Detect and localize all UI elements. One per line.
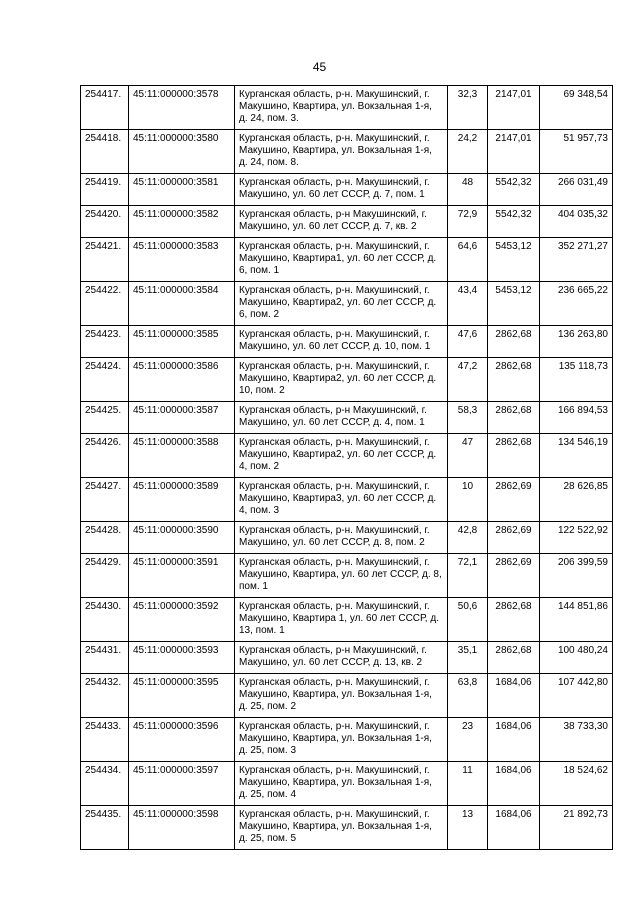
table-row (81, 402, 613, 434)
table-row (81, 718, 613, 762)
cadastral-number-cell: 45:11:000000:3578 (129, 86, 235, 130)
cadastral-number-cell: 45:11:000000:3580 (129, 130, 235, 174)
table-row (81, 358, 613, 402)
area-cell: 24,2 (448, 130, 488, 174)
cadastral-number-cell: 45:11:000000:3593 (129, 642, 235, 674)
area-cell: 32,3 (448, 86, 488, 130)
row-number-cell: 254425. (81, 402, 129, 434)
cadastral-number-cell: 45:11:000000:3597 (129, 762, 235, 806)
table-row (81, 434, 613, 478)
cadastral-rate-cell: 2147,01 (488, 86, 540, 130)
row-number-cell: 254424. (81, 358, 129, 402)
table-row (81, 478, 613, 522)
table-row (81, 238, 613, 282)
address-cell: Курганская область, р-н. Макушинский, г. Макушино, Квартира1, ул. 60 лет СССР, д. 6, пом. 1 (235, 238, 448, 282)
cadastral-rate-cell: 1684,06 (488, 762, 540, 806)
row-number-cell: 254426. (81, 434, 129, 478)
cadastral-rate-cell: 5542,32 (488, 174, 540, 206)
area-cell: 63,8 (448, 674, 488, 718)
area-cell: 47,6 (448, 326, 488, 358)
cadastral-value-cell: 21 892,73 (540, 806, 613, 850)
cadastral-value-cell: 404 035,32 (540, 206, 613, 238)
row-number-cell: 254428. (81, 522, 129, 554)
cadastral-rate-cell: 2862,69 (488, 478, 540, 522)
cadastral-value-cell: 122 522,92 (540, 522, 613, 554)
table-row (81, 282, 613, 326)
cadastral-rate-cell: 5542,32 (488, 206, 540, 238)
address-cell: Курганская область, р-н. Макушинский, г. Макушино, Квартира2, ул. 60 лет СССР, д. 10, пом. 2 (235, 358, 448, 402)
cadastral-rate-cell: 2862,68 (488, 326, 540, 358)
address-cell: Курганская область, р-н. Макушинский, г. Макушино, Квартира, ул. 60 лет СССР, д. 8, пом. 1 (235, 554, 448, 598)
address-cell: Курганская область, р-н. Макушинский, г. Макушино, Квартира2, ул. 60 лет СССР, д. 4, пом. 2 (235, 434, 448, 478)
cadastral-number-cell: 45:11:000000:3595 (129, 674, 235, 718)
cadastral-number-cell: 45:11:000000:3592 (129, 598, 235, 642)
cadastral-value-cell: 38 733,30 (540, 718, 613, 762)
area-cell: 43,4 (448, 282, 488, 326)
cadastral-number-cell: 45:11:000000:3596 (129, 718, 235, 762)
row-number-cell: 254429. (81, 554, 129, 598)
cadastral-rate-cell: 1684,06 (488, 806, 540, 850)
area-cell: 64,6 (448, 238, 488, 282)
address-cell: Курганская область, р-н. Макушинский, г. Макушино, Квартира, ул. Вокзальная 1-я, д. 25, пом. 5 (235, 806, 448, 850)
cadastral-number-cell: 45:11:000000:3583 (129, 238, 235, 282)
table-row (81, 174, 613, 206)
table-body (81, 86, 613, 850)
cadastral-value-cell: 136 263,80 (540, 326, 613, 358)
row-number-cell: 254430. (81, 598, 129, 642)
table-row (81, 326, 613, 358)
row-number-cell: 254419. (81, 174, 129, 206)
cadastral-rate-cell: 2862,68 (488, 434, 540, 478)
cadastral-value-cell: 51 957,73 (540, 130, 613, 174)
area-cell: 47,2 (448, 358, 488, 402)
address-cell: Курганская область, р-н. Макушинский, г. Макушино, Квартира, ул. Вокзальная 1-я, д. 24, пом. 8. (235, 130, 448, 174)
cadastral-rate-cell: 5453,12 (488, 282, 540, 326)
table-row (81, 806, 613, 850)
cadastral-number-cell: 45:11:000000:3587 (129, 402, 235, 434)
cadastral-value-cell: 206 399,59 (540, 554, 613, 598)
cadastral-rate-cell: 1684,06 (488, 674, 540, 718)
row-number-cell: 254418. (81, 130, 129, 174)
cadastral-value-cell: 352 271,27 (540, 238, 613, 282)
address-cell: Курганская область, р-н. Макушинский, г. Макушино, Квартира, ул. Вокзальная 1-я, д. 25, пом. 4 (235, 762, 448, 806)
address-cell: Курганская область, р-н. Макушинский, г. Макушино, ул. 60 лет СССР, д. 7, пом. 1 (235, 174, 448, 206)
cadastral-value-cell: 144 851,86 (540, 598, 613, 642)
cadastral-value-cell: 28 626,85 (540, 478, 613, 522)
table-row (81, 598, 613, 642)
cadastral-value-cell: 107 442,80 (540, 674, 613, 718)
address-cell: Курганская область, р-н Макушинский, г. Макушино, ул. 60 лет СССР, д. 13, кв. 2 (235, 642, 448, 674)
area-cell: 72,9 (448, 206, 488, 238)
area-cell: 23 (448, 718, 488, 762)
table-row (81, 762, 613, 806)
cadastral-rate-cell: 2862,69 (488, 554, 540, 598)
table-row (81, 86, 613, 130)
row-number-cell: 254427. (81, 478, 129, 522)
address-cell: Курганская область, р-н. Макушинский, г. Макушино, Квартира 1, ул. 60 лет СССР, д. 13, пом. 1 (235, 598, 448, 642)
address-cell: Курганская область, р-н Макушинский, г. Макушино, ул. 60 лет СССР, д. 7, кв. 2 (235, 206, 448, 238)
cadastral-rate-cell: 2862,68 (488, 642, 540, 674)
address-cell: Курганская область, р-н. Макушинский, г. Макушино, ул. 60 лет СССР, д. 10, пом. 1 (235, 326, 448, 358)
area-cell: 72,1 (448, 554, 488, 598)
cadastral-rate-cell: 2862,68 (488, 358, 540, 402)
row-number-cell: 254435. (81, 806, 129, 850)
address-cell: Курганская область, р-н. Макушинский, г. Макушино, ул. 60 лет СССР, д. 8, пом. 2 (235, 522, 448, 554)
row-number-cell: 254423. (81, 326, 129, 358)
cadastral-number-cell: 45:11:000000:3585 (129, 326, 235, 358)
cadastral-value-cell: 69 348,54 (540, 86, 613, 130)
cadastral-value-cell: 236 665,22 (540, 282, 613, 326)
address-cell: Курганская область, р-н. Макушинский, г. Макушино, Квартира2, ул. 60 лет СССР, д. 6, пом. 2 (235, 282, 448, 326)
page-number: 45 (312, 60, 327, 74)
table-row (81, 130, 613, 174)
area-cell: 42,8 (448, 522, 488, 554)
cadastral-number-cell: 45:11:000000:3588 (129, 434, 235, 478)
cadastral-rate-cell: 1684,06 (488, 718, 540, 762)
area-cell: 10 (448, 478, 488, 522)
property-table (80, 85, 613, 850)
cadastral-value-cell: 100 480,24 (540, 642, 613, 674)
row-number-cell: 254433. (81, 718, 129, 762)
table-row (81, 674, 613, 718)
cadastral-value-cell: 166 894,53 (540, 402, 613, 434)
cadastral-number-cell: 45:11:000000:3586 (129, 358, 235, 402)
cadastral-value-cell: 134 546,19 (540, 434, 613, 478)
area-cell: 58,3 (448, 402, 488, 434)
address-cell: Курганская область, р-н Макушинский, г. Макушино, ул. 60 лет СССР, д. 4, пом. 1 (235, 402, 448, 434)
cadastral-number-cell: 45:11:000000:3590 (129, 522, 235, 554)
area-cell: 50,6 (448, 598, 488, 642)
cadastral-number-cell: 45:11:000000:3584 (129, 282, 235, 326)
table-row (81, 554, 613, 598)
row-number-cell: 254434. (81, 762, 129, 806)
row-number-cell: 254432. (81, 674, 129, 718)
area-cell: 47 (448, 434, 488, 478)
cadastral-value-cell: 18 524,62 (540, 762, 613, 806)
row-number-cell: 254422. (81, 282, 129, 326)
row-number-cell: 254421. (81, 238, 129, 282)
cadastral-rate-cell: 5453,12 (488, 238, 540, 282)
address-cell: Курганская область, р-н. Макушинский, г. Макушино, Квартира, ул. Вокзальная 1-я, д. 25, пом. 2 (235, 674, 448, 718)
cadastral-rate-cell: 2862,68 (488, 402, 540, 434)
area-cell: 48 (448, 174, 488, 206)
cadastral-value-cell: 266 031,49 (540, 174, 613, 206)
cadastral-rate-cell: 2147,01 (488, 130, 540, 174)
address-cell: Курганская область, р-н. Макушинский, г. Макушино, Квартира, ул. Вокзальная 1-я, д. 25, пом. 3 (235, 718, 448, 762)
address-cell: Курганская область, р-н. Макушинский, г. Макушино, Квартира3, ул. 60 лет СССР, д. 4, пом. 3 (235, 478, 448, 522)
table-row (81, 642, 613, 674)
address-cell: Курганская область, р-н. Макушинский, г. Макушино, Квартира, ул. Вокзальная 1-я, д. 24, пом. 3. (235, 86, 448, 130)
cadastral-number-cell: 45:11:000000:3589 (129, 478, 235, 522)
cadastral-number-cell: 45:11:000000:3598 (129, 806, 235, 850)
cadastral-rate-cell: 2862,69 (488, 522, 540, 554)
cadastral-value-cell: 135 118,73 (540, 358, 613, 402)
area-cell: 35,1 (448, 642, 488, 674)
row-number-cell: 254420. (81, 206, 129, 238)
cadastral-number-cell: 45:11:000000:3581 (129, 174, 235, 206)
row-number-cell: 254417. (81, 86, 129, 130)
area-cell: 11 (448, 762, 488, 806)
cadastral-rate-cell: 2862,68 (488, 598, 540, 642)
table-row (81, 522, 613, 554)
table-row (81, 206, 613, 238)
cadastral-number-cell: 45:11:000000:3582 (129, 206, 235, 238)
area-cell: 13 (448, 806, 488, 850)
cadastral-number-cell: 45:11:000000:3591 (129, 554, 235, 598)
row-number-cell: 254431. (81, 642, 129, 674)
